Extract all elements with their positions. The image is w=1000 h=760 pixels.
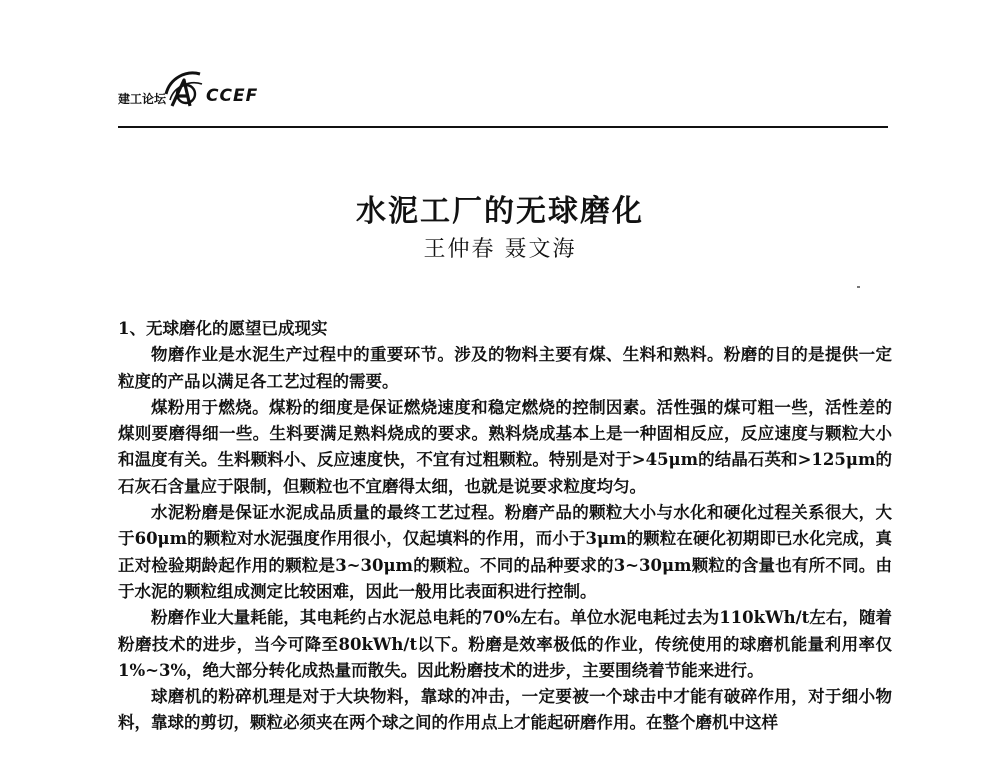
paragraph: 物磨作业是水泥生产过程中的重要环节。涉及的物料主要有煤、生料和熟料。粉磨的目的是提供一定粒度的产品以满足各工艺过程的需要。 bbox=[118, 345, 892, 391]
section-heading: 1、无球磨化的愿望已成现实 bbox=[118, 319, 328, 338]
paragraph: 粉磨作业大量耗能，其电耗约占水泥总电耗的70%左右。单位水泥电耗过去为110kWh/t左右，随着粉磨技术的进步，当今可降至80kWh/t以下。粉磨是效率极低的作业，传统使用的球磨机能量利用率仅1%~3%，绝大部分转化成热量而散失。因此粉磨技术的进步，主要围绕着节能来进行。 bbox=[118, 608, 892, 680]
page-header bbox=[118, 62, 888, 128]
article-authors: 王仲春 聂文海 bbox=[423, 237, 577, 262]
article-body bbox=[118, 316, 892, 737]
stray-mark bbox=[857, 286, 860, 288]
logo-chinese-text: 建工论坛 bbox=[118, 92, 167, 106]
ccef-emblem-icon bbox=[160, 64, 208, 112]
paragraph: 水泥粉磨是保证水泥成品质量的最终工艺过程。粉磨产品的颗粒大小与水化和硬化过程关系很大，大于60μm的颗粒对水泥强度作用很小，仅起填料的作用，而小于3μm的颗粒在硬化初期即已水化完成，真正对检验期龄起作用的颗粒是3~30μm的颗粒。不同的品种要求的3~30μm颗粒的含量也有所不同。由于水泥的颗粒组成测定比较困难，因此一般用比表面积进行控制。 bbox=[118, 503, 892, 601]
ccef-logo bbox=[118, 64, 268, 114]
article-title: 水泥工厂的无球磨化 bbox=[356, 194, 644, 229]
paragraph: 煤粉用于燃烧。煤粉的细度是保证燃烧速度和稳定燃烧的控制因素。活性强的煤可粗一些，活性差的煤则要磨得细一些。生料要满足熟料烧成的要求。熟料烧成基本上是一种固相反应，反应速度与颗粒大小和温度有关。生料颗料小、反应速度快，不宜有过粗颗粒。特别是对于>45μm的结晶石英和>125μm的石灰石含量应于限制，但颗粒也不宜磨得太细，也就是说要求粒度均匀。 bbox=[118, 397, 892, 496]
paragraph: 球磨机的粉碎机理是对于大块物料，靠球的冲击，一定要被一个球击中才能有破碎作用，对于细小物料，靠球的剪切，颗粒必须夹在两个球之间的作用点上才能起研磨作用。在整个磨机中这样 bbox=[118, 687, 892, 733]
logo-english-text: CCEF bbox=[206, 86, 259, 106]
header-rule bbox=[118, 126, 888, 128]
